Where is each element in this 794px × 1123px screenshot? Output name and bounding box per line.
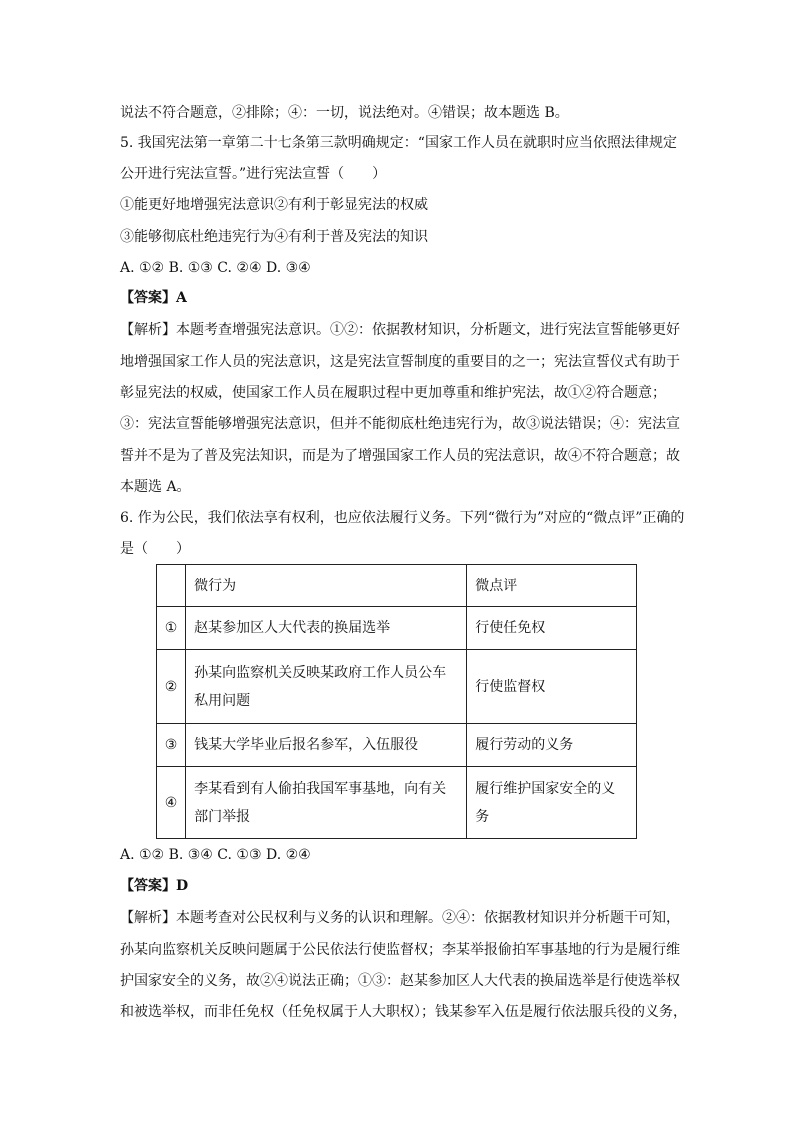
table-cell: ② bbox=[157, 650, 186, 724]
table-row bbox=[157, 650, 637, 724]
table-cell bbox=[157, 565, 186, 607]
table-cell: ④ bbox=[157, 767, 186, 839]
question-6-answer: 【答案】D bbox=[120, 878, 189, 894]
table-cell: ③ bbox=[157, 724, 186, 767]
table-cell: 履行维护国家安全的义务 bbox=[467, 767, 637, 839]
question-5-answer: 【答案】A bbox=[120, 290, 187, 306]
table-header-cell: 微点评 bbox=[467, 565, 637, 607]
table-cell: 李某看到有人偷拍我国军事基地，向有关部门举报 bbox=[186, 767, 467, 839]
question-6-stem: 是（ ） bbox=[120, 541, 190, 557]
question-6-explanation: 护国家安全的义务，故②④说法正确；①③：赵某参加区人大代表的换届选举是行使选举权 bbox=[120, 973, 680, 989]
question-5-choices: A. ①② B. ①③ C. ②④ D. ③④ bbox=[120, 260, 311, 276]
table-cell: 赵某参加区人大代表的换届选举 bbox=[186, 607, 467, 650]
question-6-choices: A. ①② B. ③④ C. ①③ D. ②④ bbox=[120, 847, 311, 863]
table-cell: 孙某向监察机关反映某政府工作人员公车私用问题 bbox=[186, 650, 467, 724]
table-header-cell: 微行为 bbox=[186, 565, 467, 607]
table-cell: 钱某大学毕业后报名参军，入伍服役 bbox=[186, 724, 467, 767]
table-row bbox=[157, 607, 637, 650]
question-5-explanation: ③：宪法宣誓能够增强宪法意识，但并不能彻底杜绝违宪行为，故③说法错误；④：宪法宣 bbox=[120, 416, 680, 432]
table-row bbox=[157, 767, 637, 839]
question-5-explanation: 地增强国家工作人员的宪法意识，这是宪法宣誓制度的重要目的之一；宪法宣誓仪式有助于 bbox=[120, 354, 680, 370]
table-header-row bbox=[157, 565, 637, 607]
question-6-stem: 6. 作为公民，我们依法享有权利，也应依法履行义务。下列“微行为”对应的“微点评”正确的 bbox=[120, 510, 685, 526]
text-line: 说法不符合题意，②排除；④：一切，说法绝对。④错误；故本题选 B。 bbox=[120, 105, 569, 121]
question-5-options: ③能够彻底杜绝违宪行为④有利于普及宪法的知识 bbox=[120, 229, 428, 245]
table-cell: 履行劳动的义务 bbox=[467, 724, 637, 767]
question-5-explanation: 【解析】本题考查增强宪法意识。①②：依据教材知识，分析题文，进行宪法宣誓能够更好 bbox=[120, 322, 680, 338]
question-5-stem: 5. 我国宪法第一章第二十七条第三款明确规定：“国家工作人员在就职时应当依照法律规定 bbox=[120, 135, 677, 151]
question-6-table bbox=[156, 564, 637, 839]
question-6-explanation: 孙某向监察机关反映问题属于公民依法行使监督权；李某举报偷拍军事基地的行为是履行维 bbox=[120, 942, 680, 958]
question-5-stem: 公开进行宪法宣誓。”进行宪法宣誓（ ） bbox=[120, 166, 387, 182]
question-5-explanation: 誓并不是为了普及宪法知识，而是为了增强国家工作人员的宪法意识，故④不符合题意；故 bbox=[120, 448, 680, 464]
question-6-explanation: 和被选举权，而非任免权（任免权属于人大职权）；钱某参军入伍是履行依法服兵役的义务， bbox=[120, 1004, 687, 1020]
table-row bbox=[157, 724, 637, 767]
table-cell: ① bbox=[157, 607, 186, 650]
table-cell: 行使监督权 bbox=[467, 650, 637, 724]
question-5-options: ①能更好地增强宪法意识②有利于彰显宪法的权威 bbox=[120, 197, 428, 213]
question-6-explanation: 【解析】本题考查对公民权利与义务的认识和理解。②④：依据教材知识并分析题干可知， bbox=[120, 910, 680, 926]
question-5-explanation: 本题选 A。 bbox=[120, 479, 191, 495]
question-5-explanation: 彰显宪法的权威，使国家工作人员在履职过程中更加尊重和维护宪法，故①②符合题意； bbox=[120, 385, 666, 401]
table-cell: 行使任免权 bbox=[467, 607, 637, 650]
